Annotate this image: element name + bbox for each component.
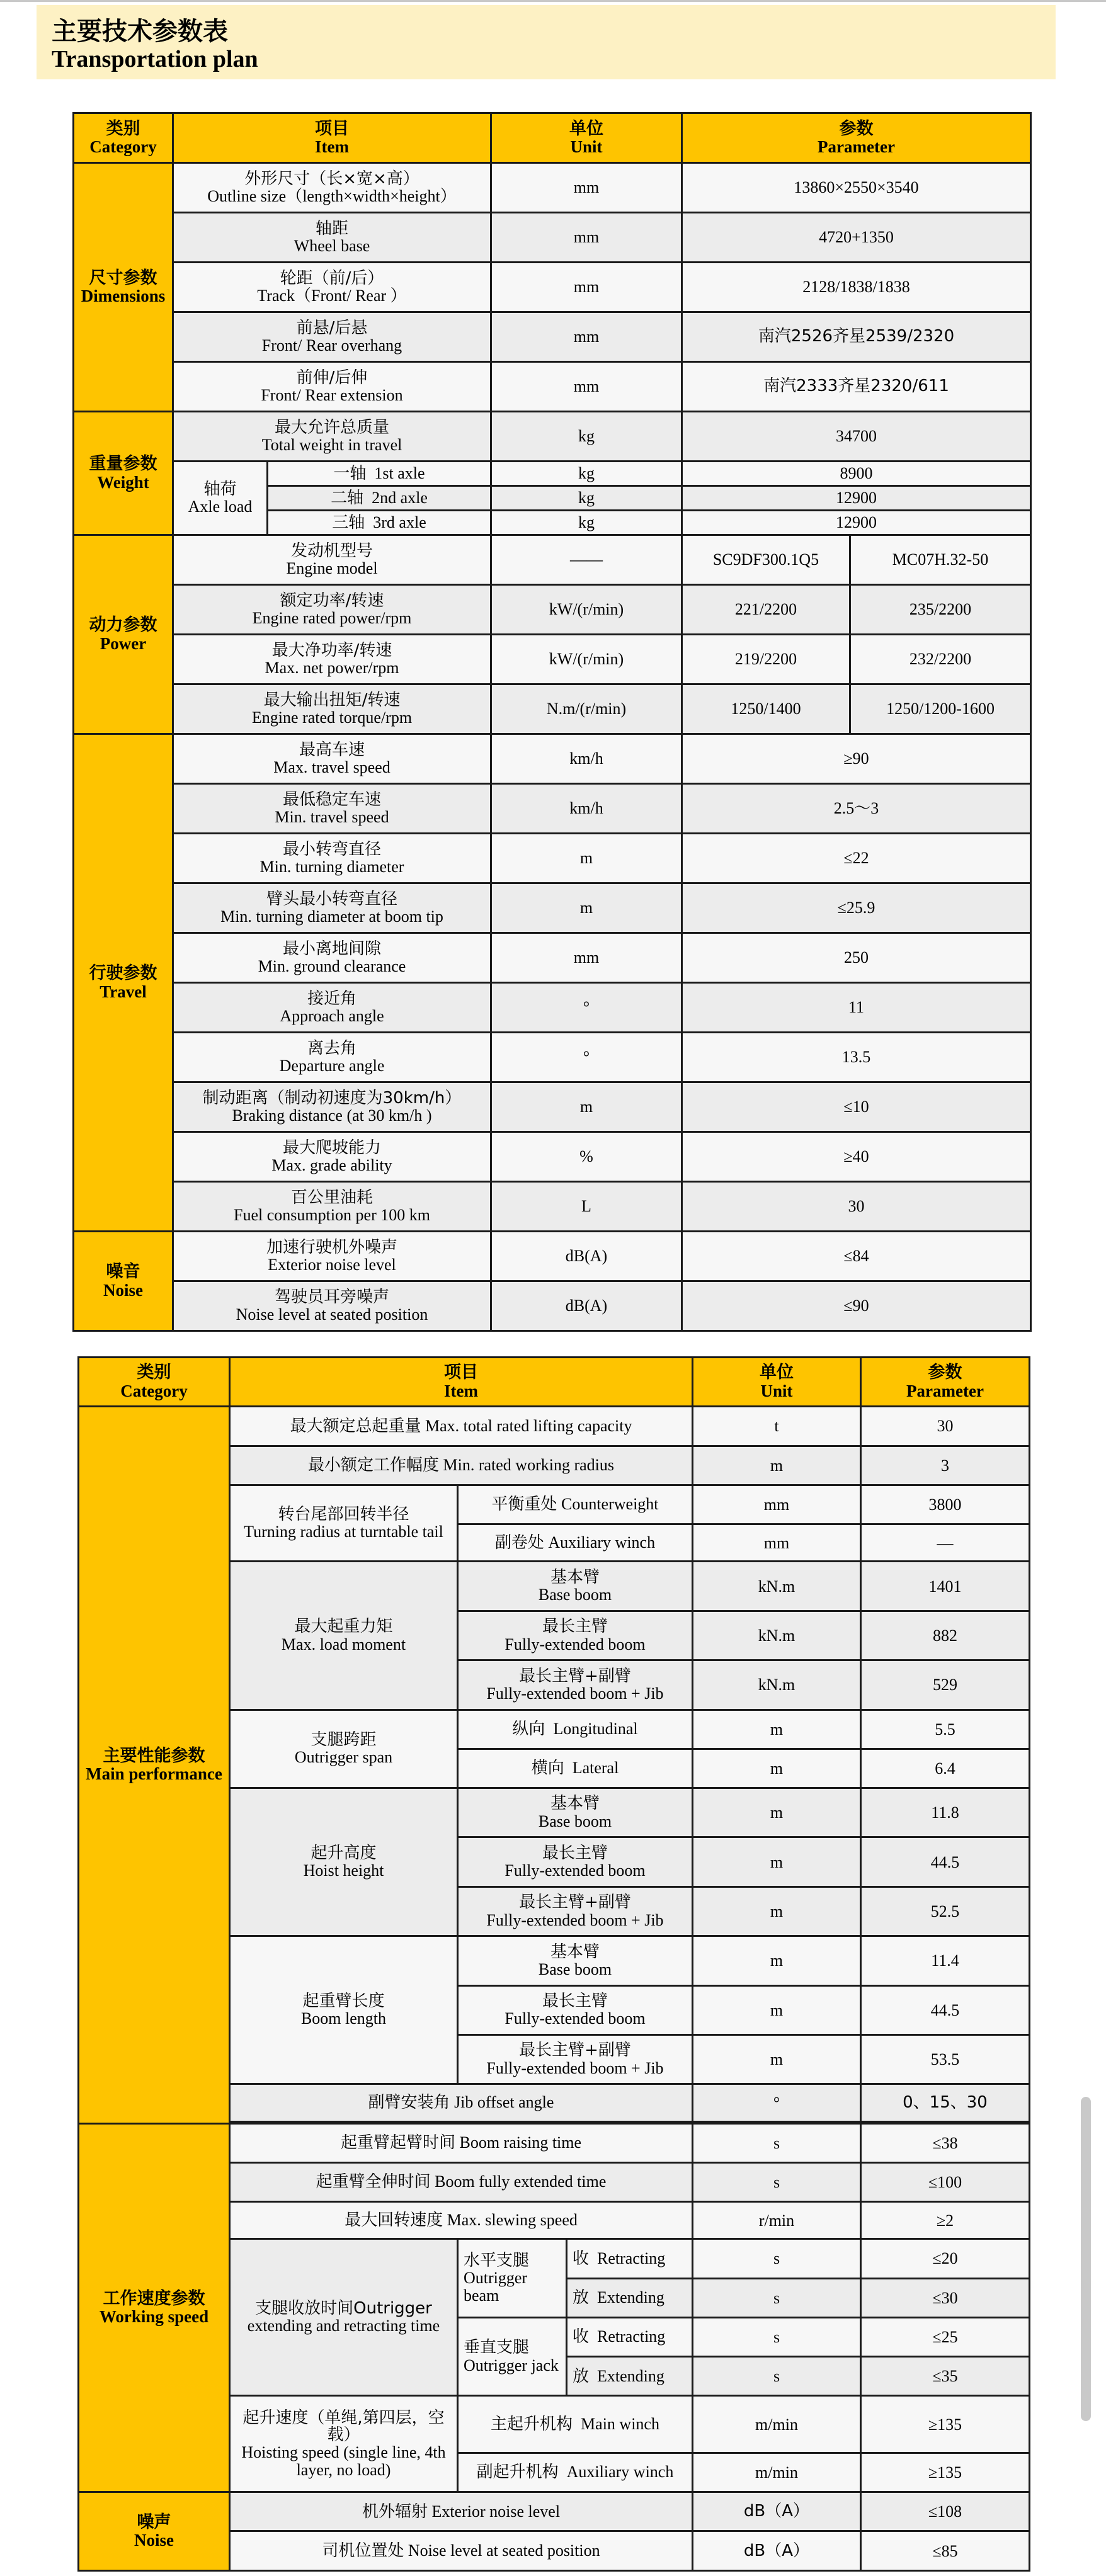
subitem-en: Outrigger beam	[464, 2269, 528, 2305]
param-cell: ≤22	[682, 834, 1031, 883]
subitem-cn: 基本臂	[550, 1794, 600, 1813]
param-cell: 882	[861, 1611, 1030, 1660]
unit-cell: dB（A）	[693, 2531, 861, 2571]
table-row	[74, 1232, 1031, 1281]
unit-cell: km/h	[491, 784, 682, 834]
header-category-cn: 类别	[106, 118, 140, 139]
unit-cell: °	[491, 1033, 682, 1082]
item-cn: 起重臂全伸时间	[316, 2172, 431, 2192]
item-cn: 最大净功率/转速	[271, 640, 392, 660]
unit-cell: kg	[491, 462, 682, 486]
item-en: Min. rated working radius	[443, 1456, 615, 1475]
item-cn: 额定功率/转速	[280, 591, 384, 610]
item-cn: 百公里油耗	[290, 1188, 373, 1207]
item-en: Front/ Rear overhang	[261, 336, 402, 355]
unit-cell: m	[491, 883, 682, 933]
unit-cell: m	[693, 1749, 861, 1788]
item-en: Boom length	[300, 2009, 387, 2028]
param-cell: 250	[682, 933, 1031, 983]
param-cell: 30	[861, 1407, 1030, 1446]
extending-en: Extending	[597, 2366, 664, 2385]
unit-cell: kg	[491, 486, 682, 511]
item-en: Exterior noise level	[268, 1256, 396, 1274]
item-cn: 最小转弯直径	[282, 839, 381, 859]
item-en: Max. net power/rpm	[265, 659, 399, 677]
item-en: Hoist height	[303, 1861, 384, 1880]
item-en: Front/ Rear extension	[261, 386, 403, 404]
unit-cell: mm	[693, 1485, 861, 1524]
subitem-en: 2nd axle	[372, 488, 428, 507]
param-cell: ≤10	[682, 1082, 1031, 1132]
param-cell: 529	[861, 1660, 1030, 1710]
item-cn: 最小额定工作幅度	[307, 1456, 439, 1475]
extending-cn: 放	[573, 2288, 590, 2308]
param-cell: ≤85	[861, 2531, 1030, 2571]
subitem-cn: 最长主臂	[542, 1991, 608, 2011]
unit-cell: mm	[491, 263, 682, 312]
unit-cell: kg	[491, 412, 682, 462]
param-cell: 30	[682, 1182, 1031, 1232]
param-cell: ≥90	[682, 734, 1031, 784]
subitem-en: Longitudinal	[553, 1720, 638, 1739]
subitem-en: Fully-extended boom + Jib	[486, 1684, 664, 1703]
param-cell: 1250/1400	[682, 684, 850, 734]
subitem-cn: 横向	[531, 1759, 564, 1778]
table-header	[79, 1358, 1030, 1407]
unit-cell: s	[693, 2162, 861, 2201]
item-cn: 起重臂长度	[302, 1991, 385, 2011]
unit-cell: N.m/(r/min)	[491, 684, 682, 734]
unit-cell: mm	[491, 213, 682, 263]
item-en: Max. slewing speed	[447, 2211, 578, 2230]
table-row	[74, 1281, 1031, 1331]
unit-cell: mm	[491, 312, 682, 362]
subitem-cn: 副卷处	[494, 1533, 544, 1553]
subitem-cn: 平衡重处	[491, 1495, 557, 1514]
param-cell: 3	[861, 1446, 1030, 1485]
unit-cell: mm	[693, 1524, 861, 1562]
item-cn: 起升高度	[311, 1843, 377, 1863]
retracting-en: Retracting	[597, 2327, 666, 2346]
param-cell: 5.5	[861, 1710, 1030, 1749]
param-cell: 44.5	[861, 1985, 1030, 2034]
param-cell: 221/2200	[682, 585, 850, 635]
subitem-cn: 最长主臂+副臂	[519, 1893, 631, 1912]
subitem-cn: 三轴	[332, 513, 365, 532]
param-cell: 南汽2526齐星2539/2320	[682, 312, 1031, 362]
subitem-en: Fully-extended boom	[505, 1635, 646, 1654]
table-row	[79, 2492, 1030, 2531]
category-main-performance-cn: 主要性能参数	[103, 1745, 205, 1766]
item-en: Boom fully extended time	[435, 2172, 607, 2191]
unit-cell: s	[693, 2357, 861, 2396]
unit-cell: m/min	[693, 2396, 861, 2453]
subitem-en: Fully-extended boom	[505, 2009, 646, 2028]
table-row	[74, 834, 1031, 883]
param-cell: 11.4	[861, 1936, 1030, 1985]
item-en: Max. grade ability	[271, 1156, 392, 1174]
unit-cell: kW/(r/min)	[491, 635, 682, 684]
transport-spec-table	[72, 112, 1032, 1332]
item-cn: 最大回转速度	[345, 2211, 443, 2230]
table-row	[79, 2123, 1030, 2162]
item-cn: 轮距（前/后）	[280, 268, 384, 288]
unit-cell: L	[491, 1182, 682, 1232]
param-cell: ≤25	[861, 2317, 1030, 2356]
item-cn: 副臂安装角	[368, 2093, 450, 2113]
subitem-cn: 最长主臂	[542, 1617, 608, 1637]
unit-cell: dB(A)	[491, 1232, 682, 1281]
subitem-cn: 副起升机构	[476, 2463, 559, 2482]
item-cn: 最低稳定车速	[282, 790, 381, 809]
performance-spec-table	[77, 1356, 1030, 2572]
table-row	[74, 585, 1031, 635]
param-cell: ≥40	[682, 1132, 1031, 1182]
subitem-en: Base boom	[538, 1812, 612, 1830]
unit-cell: kN.m	[693, 1562, 861, 1611]
item-cn: 转台尾部回转半径	[278, 1504, 409, 1524]
item-en: Exterior noise level	[431, 2502, 561, 2521]
unit-cell: kg	[491, 511, 682, 535]
header-param-cn: 参数	[839, 118, 874, 139]
header-category-cn: 类别	[137, 1363, 171, 1383]
unit-cell: m	[693, 1887, 861, 1936]
retracting-cn: 收	[573, 2249, 590, 2268]
param-cell: ≤100	[861, 2162, 1030, 2201]
item-cn: 接近角	[307, 989, 356, 1008]
subitem-cn: 主起升机构	[491, 2415, 573, 2434]
header-category-en: Category	[120, 1381, 188, 1400]
item-cn: 最高车速	[299, 740, 365, 759]
table-row	[74, 312, 1031, 362]
subitem-en: Counterweight	[561, 1495, 659, 1514]
param-cell: ≤108	[861, 2492, 1030, 2531]
item-cn: 外形尺寸（长×宽×高）	[244, 169, 419, 188]
param-cell: 34700	[682, 412, 1031, 462]
item-cn: 起升速度（单绳,第四层，空载）	[242, 2408, 445, 2445]
param-cell: MC07H.32-50	[850, 535, 1031, 585]
item-en: Min. travel speed	[275, 808, 389, 826]
param-cell: 12900	[682, 511, 1031, 535]
param-cell: 11.8	[861, 1788, 1030, 1837]
unit-cell: °	[693, 2084, 861, 2121]
table-row	[74, 263, 1031, 312]
item-cn: 离去角	[307, 1038, 356, 1058]
header-item-cn: 项目	[315, 118, 349, 139]
param-cell: ≥135	[861, 2453, 1030, 2492]
item-en: Wheel base	[294, 237, 370, 255]
table-row	[74, 213, 1031, 263]
param-cell: ≥2	[861, 2202, 1030, 2239]
subitem-en: Auxiliary winch	[548, 1533, 656, 1552]
item-en: Noise level at seated position	[236, 1305, 428, 1324]
param-cell: ≤38	[861, 2123, 1030, 2162]
param-cell: 3800	[861, 1485, 1030, 1524]
unit-cell: km/h	[491, 734, 682, 784]
param-cell: 44.5	[861, 1837, 1030, 1887]
subitem-en: Fully-extended boom	[505, 1861, 646, 1880]
category-weight-cn: 重量参数	[89, 454, 157, 474]
param-cell: 2.5～3	[682, 784, 1031, 834]
header-param-en: Parameter	[906, 1381, 984, 1400]
item-axle-en: Axle load	[188, 497, 253, 516]
unit-cell: ——	[491, 535, 682, 585]
param-cell: SC9DF300.1Q5	[682, 535, 850, 585]
category-noise-en: Noise	[134, 2531, 174, 2550]
param-cell: 6.4	[861, 1749, 1030, 1788]
item-cn: 司机位置处	[322, 2541, 404, 2561]
item-cn: 臂头最小转弯直径	[266, 889, 397, 909]
unit-cell: t	[693, 1407, 861, 1446]
category-working-speed-en: Working speed	[99, 2306, 209, 2326]
unit-cell: s	[693, 2123, 861, 2162]
header-item-cn: 项目	[444, 1363, 478, 1383]
table-row	[74, 883, 1031, 933]
subitem-cn: 二轴	[331, 488, 364, 508]
param-cell: 0、15、30	[861, 2084, 1030, 2121]
item-cn: 最大允许总质量	[274, 417, 389, 437]
table-row	[74, 734, 1031, 784]
item-en: Max. load moment	[281, 1635, 406, 1654]
unit-cell: m	[693, 1710, 861, 1749]
param-cell: 52.5	[861, 1887, 1030, 1936]
item-cn: 前悬/后悬	[296, 318, 368, 338]
unit-cell: mm	[491, 362, 682, 412]
item-cn: 支腿跨距	[311, 1730, 377, 1750]
table-row	[74, 1182, 1031, 1232]
subitem-cn: 基本臂	[550, 1942, 600, 1961]
table-row	[74, 163, 1031, 213]
param-cell: 4720+1350	[682, 213, 1031, 263]
param-cell: 53.5	[861, 2034, 1030, 2084]
item-en: Track（Front/ Rear ）	[257, 287, 407, 305]
category-noise-cn: 噪声	[137, 2512, 171, 2532]
table-row	[74, 362, 1031, 412]
table-row	[74, 412, 1031, 462]
unit-cell: m	[491, 834, 682, 883]
item-en: Max. total rated lifting capacity	[425, 1416, 632, 1435]
item-cn: 最大爬坡能力	[282, 1138, 381, 1157]
subitem-en: Fully-extended boom + Jib	[486, 1910, 664, 1929]
item-cn: 支腿收放时间Outrigger	[255, 2299, 432, 2318]
header-param-en: Parameter	[818, 137, 895, 156]
table-row	[74, 635, 1031, 684]
subitem-en: Base boom	[538, 1586, 612, 1604]
top-divider	[0, 0, 1106, 2]
item-cn: 制动距离（制动初速度为30km/h）	[202, 1088, 462, 1108]
item-en: extending and retracting time	[247, 2317, 440, 2335]
param-cell: ≤84	[682, 1232, 1031, 1281]
param-cell: 232/2200	[850, 635, 1031, 684]
subitem-en: 3rd axle	[373, 513, 426, 531]
item-en: Turning radius at turntable tail	[244, 1523, 443, 1541]
table-header	[74, 113, 1031, 163]
table-row	[79, 1407, 1030, 1446]
unit-cell: m	[693, 1446, 861, 1485]
param-cell: 1401	[861, 1562, 1030, 1611]
unit-cell: °	[491, 983, 682, 1033]
param-cell: ≤30	[861, 2278, 1030, 2317]
header-item-en: Item	[315, 137, 349, 156]
header-item-en: Item	[444, 1381, 478, 1400]
retracting-en: Retracting	[597, 2249, 666, 2267]
item-en: Engine model	[286, 559, 378, 577]
param-cell: ≤20	[861, 2239, 1030, 2278]
param-cell: —	[861, 1524, 1030, 1562]
unit-cell: m	[693, 1788, 861, 1837]
header-unit-en: Unit	[570, 137, 603, 156]
param-cell: ≤25.9	[682, 883, 1031, 933]
subitem-cn: 纵向	[512, 1720, 545, 1739]
unit-cell: kN.m	[693, 1611, 861, 1660]
item-en: Min. ground clearance	[258, 957, 406, 975]
subitem-cn: 水平支腿	[464, 2251, 530, 2271]
item-cn: 前伸/后伸	[296, 368, 368, 387]
item-en: Min. turning diameter at boom tip	[220, 907, 443, 926]
table-row	[74, 462, 1031, 486]
item-en: Fuel consumption per 100 km	[234, 1206, 430, 1224]
vertical-scrollbar[interactable]	[1081, 2097, 1091, 2421]
subitem-cn: 基本臂	[550, 1567, 600, 1587]
unit-cell: m	[693, 1837, 861, 1887]
table-row	[74, 933, 1031, 983]
table-row	[74, 684, 1031, 734]
table-row	[74, 784, 1031, 834]
table-row	[74, 1132, 1031, 1182]
unit-cell: dB(A)	[491, 1281, 682, 1331]
subitem-cn: 最长主臂+副臂	[519, 1666, 631, 1686]
category-working-speed-cn: 工作速度参数	[103, 2288, 205, 2308]
item-en: Min. turning diameter	[259, 858, 404, 876]
unit-cell: mm	[491, 933, 682, 983]
param-cell: ≤35	[861, 2357, 1030, 2396]
category-dimensions-cn: 尺寸参数	[89, 268, 157, 288]
unit-cell: dB（A）	[693, 2492, 861, 2531]
subitem-cn: 一轴	[333, 463, 367, 483]
extending-en: Extending	[597, 2288, 664, 2307]
item-en: Braking distance (at 30 km/h )	[232, 1106, 432, 1125]
item-axle-cn: 轴荷	[203, 479, 237, 499]
item-en: Total weight in travel	[261, 436, 402, 454]
param-cell: 219/2200	[682, 635, 850, 684]
subitem-en: 1st axle	[374, 463, 425, 482]
item-cn: 发动机型号	[290, 541, 373, 560]
extending-cn: 放	[573, 2366, 590, 2386]
subitem-en: Outrigger jack	[464, 2356, 559, 2375]
header-unit-en: Unit	[760, 1381, 793, 1400]
category-travel-en: Travel	[100, 982, 147, 1001]
item-en: Outrigger span	[294, 1748, 393, 1767]
unit-cell: s	[693, 2317, 861, 2356]
unit-cell: m	[693, 1985, 861, 2034]
category-dimensions-en: Dimensions	[81, 287, 166, 305]
subitem-en: Lateral	[572, 1759, 619, 1778]
item-en: Jib offset angle	[454, 2093, 554, 2112]
param-cell: 12900	[682, 486, 1031, 511]
unit-cell: kN.m	[693, 1660, 861, 1710]
param-cell: ≤90	[682, 1281, 1031, 1331]
unit-cell: kW/(r/min)	[491, 585, 682, 635]
category-power-en: Power	[100, 633, 147, 653]
page-title-en: Transportation plan	[52, 46, 258, 72]
param-cell: 南汽2333齐星2320/611	[682, 362, 1031, 412]
unit-cell: m	[693, 2034, 861, 2084]
item-en: Engine rated power/rpm	[252, 609, 412, 627]
category-main-performance-en: Main performance	[86, 1764, 222, 1783]
subitem-en: Base boom	[538, 1960, 612, 1978]
table-row	[74, 1033, 1031, 1082]
item-cn: 轴距	[315, 218, 348, 238]
subitem-cn: 最长主臂	[542, 1843, 608, 1863]
category-noise-cn: 噪音	[106, 1262, 140, 1282]
unit-cell: s	[693, 2278, 861, 2317]
category-noise-en: Noise	[103, 1280, 143, 1300]
table-row	[74, 1082, 1031, 1132]
item-en: Engine rated torque/rpm	[251, 708, 413, 727]
item-cn: 加速行驶机外噪声	[266, 1237, 397, 1257]
item-en: Noise level at seated position	[408, 2541, 600, 2560]
category-power-cn: 动力参数	[89, 615, 157, 635]
item-en: Approach angle	[280, 1007, 384, 1025]
item-cn: 最大起重力矩	[294, 1617, 393, 1637]
subitem-en: Main winch	[581, 2415, 659, 2434]
item-en: Departure angle	[279, 1057, 385, 1075]
header-unit-cn: 单位	[569, 118, 603, 139]
unit-cell: r/min	[693, 2202, 861, 2239]
header-unit-cn: 单位	[760, 1363, 794, 1383]
param-cell: 235/2200	[850, 585, 1031, 635]
param-cell: 2128/1838/1838	[682, 263, 1031, 312]
page-title-cn: 主要技术参数表	[52, 17, 228, 46]
item-cn: 最小离地间隙	[282, 939, 381, 958]
unit-cell: m	[693, 1936, 861, 1985]
param-cell: 1250/1200-1600	[850, 684, 1031, 734]
param-cell: 8900	[682, 462, 1031, 486]
retracting-cn: 收	[573, 2327, 590, 2347]
item-en: Max. travel speed	[273, 758, 391, 776]
param-cell: 13.5	[682, 1033, 1031, 1082]
unit-cell: s	[693, 2239, 861, 2278]
category-weight-en: Weight	[97, 472, 149, 492]
item-cn: 起重臂起臂时间	[340, 2133, 455, 2153]
param-cell: 13860×2550×3540	[682, 163, 1031, 213]
item-en: Boom raising time	[459, 2133, 582, 2152]
item-en: Hoisting speed (single line, 4th layer, no load)	[241, 2443, 446, 2479]
subitem-cn: 最长主臂+副臂	[519, 2041, 631, 2060]
subitem-cn: 垂直支腿	[464, 2338, 530, 2358]
table-row	[74, 983, 1031, 1033]
unit-cell: %	[491, 1132, 682, 1182]
unit-cell: m	[491, 1082, 682, 1132]
item-cn: 机外辐射	[362, 2502, 428, 2521]
subitem-en: Fully-extended boom + Jib	[486, 2058, 664, 2077]
unit-cell: mm	[491, 163, 682, 213]
header-category-en: Category	[89, 137, 157, 156]
item-en: Outline size（length×width×height）	[207, 187, 457, 205]
header-param-cn: 参数	[928, 1363, 962, 1383]
item-cn: 驾驶员耳旁噪声	[274, 1287, 389, 1307]
item-cn: 最大额定总起重量	[290, 1416, 421, 1436]
param-cell: 11	[682, 983, 1031, 1033]
item-cn: 最大输出扭矩/转速	[263, 690, 401, 710]
table-row	[74, 535, 1031, 585]
param-cell: ≥135	[861, 2396, 1030, 2453]
category-travel-cn: 行驶参数	[89, 963, 157, 984]
subitem-en: Auxiliary winch	[566, 2463, 674, 2482]
unit-cell: m/min	[693, 2453, 861, 2492]
